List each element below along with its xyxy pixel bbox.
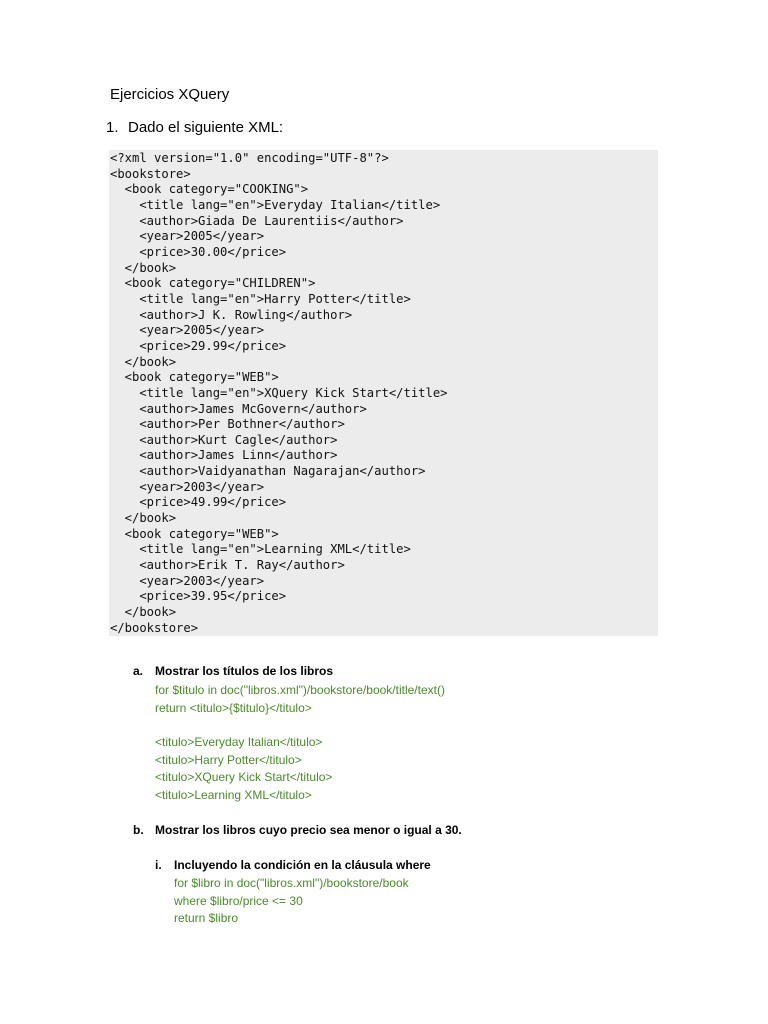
item-a-text: Mostrar los títulos de los libros	[155, 664, 334, 678]
subitem-i-marker: i.	[155, 858, 162, 872]
item-a-query: for $titulo in doc("libros.xml")/bookstore/book/title/text() return <titulo>{$titulo}</titulo>	[155, 683, 445, 715]
item-b-subitem-i	[155, 858, 431, 872]
subitem-i-text: Incluyendo la condición en la cláusula where	[174, 858, 431, 872]
question-1-text: Dado el siguiente XML:	[128, 119, 284, 136]
item-b-text: Mostrar los libros cuyo precio sea menor o igual a 30.	[155, 823, 462, 837]
item-a-result: <titulo>Everyday Italian</titulo> <titulo>Harry Potter</titulo> <titulo>XQuery Kick Start</titulo> <titulo>Learning XML</titulo>	[155, 735, 333, 803]
item-a	[133, 664, 333, 678]
item-b-marker: b.	[133, 823, 144, 837]
item-b	[133, 823, 462, 837]
subitem-i-query: for $libro in doc("libros.xml")/bookstore/book where $libro/price <= 30 return $libro	[174, 876, 409, 926]
question-1	[106, 119, 283, 136]
item-a-marker: a.	[133, 664, 144, 678]
question-1-number: 1.	[106, 119, 119, 136]
xml-code: <?xml version="1.0" encoding="UTF-8"?> <bookstore> <book category="COOKING"> <title lang="en">Everyday Italian</title> <author>Giada De Laurentiis</author> <year>2005</year> <price>30.00</price> </book> <book category="CHILDREN"> <title lang="en">Harry Potter</title> <author>J K. Rowling</author> <year>2005</year> <price>29.99</price> </book> <book category="WEB"> <title lang="en">XQuery Kick Start</title> <author>James McGovern</author> <author>Per Bothner</author> <author>Kurt Cagle</author> <author>James Linn</author> <author>Vaidyanathan Nagarajan</author> <year>2003</year> <price>49.99</price> </book> <book category="WEB"> <title lang="en">Learning XML</title> <author>Erik T. Ray</author> <year>2003</year> <price>39.95</price> </book> </bookstore>	[110, 151, 448, 635]
xml-code-block	[109, 150, 658, 636]
document-title: Ejercicios XQuery	[110, 86, 230, 103]
